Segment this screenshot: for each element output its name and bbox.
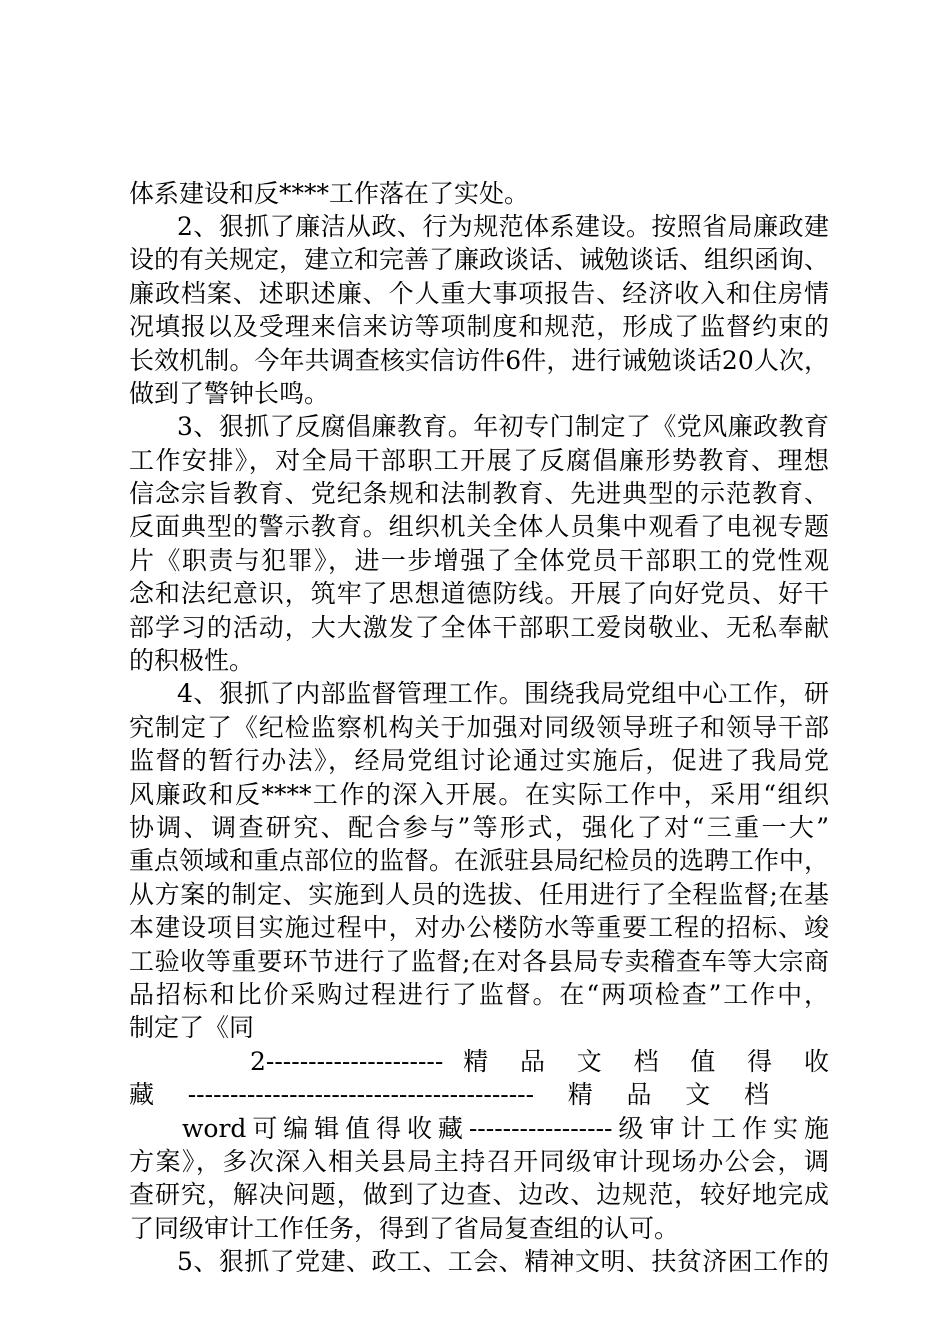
text-line: 设的有关规定，建立和完善了廉政谈话、诫勉谈话、组织函询、 [129,245,829,274]
text-line: 廉政档案、述职述廉、个人重大事项报告、经济收入和住房情 [129,279,829,308]
text-line: 片《职责与犯罪》，进一步增强了全体党员干部职工的党性观 [129,546,829,575]
text-line: 品招标和比价采购过程进行了监督。在“两项检查”工作中， [129,980,829,1009]
text-line: 长效机制。今年共调查核实信访件6件，进行诫勉谈话20人次， [129,346,829,375]
text-line: 方案》，多次深入相关县局主持召开同级审计现场办公会，调 [129,1147,829,1176]
text-line: 制定了《同 [129,1013,255,1042]
watermark-line-1: 2--------------------- 精 品 文 档 值 得 收 [250,1047,829,1076]
text-line: 本建设项目实施过程中，对办公楼防水等重要工程的招标、竣 [129,913,829,942]
text-line: 念和法纪意识，筑牢了思想道德防线。开展了向好党员、好干 [129,579,829,608]
text-line: 反面典型的警示教育。组织机关全体人员集中观看了电视专题 [129,512,829,541]
text-line: 况填报以及受理来信来访等项制度和规范，形成了监督约束的 [129,312,829,341]
paragraph-3-start: 3、狠抓了反腐倡廉教育。年初专门制定了《党风廉政教育 [177,412,829,441]
paragraph-4-start: 4、狠抓了内部监督管理工作。围绕我局党组中心工作，研 [177,679,829,708]
watermark-line-3: word可编辑值得收藏-----------------级审计工作实施 [182,1114,829,1143]
text-line: 监督的暂行办法》，经局党组讨论通过实施后，促进了我局党 [129,746,829,775]
text-line: 的积极性。 [129,646,255,675]
text-line: 体系建设和反****工作落在了实处。 [129,179,530,208]
text-line: 工验收等重要环节进行了监督;在对各县局专卖稽查车等大宗商 [129,947,829,976]
text-line: 风廉政和反****工作的深入开展。在实际工作中，采用“组织 [129,780,829,809]
text-line: 协调、调查研究、配合参与”等形式，强化了对“三重一大” [129,813,829,842]
text-line: 信念宗旨教育、党纪条规和法制教育、先进典型的示范教育、 [129,479,829,508]
text-line: 部学习的活动，大大激发了全体干部职工爱岗敬业、无私奉献 [129,613,829,642]
text-line: 究制定了《纪检监察机构关于加强对同级领导班子和领导干部 [129,713,829,742]
text-line: 做到了警钟长鸣。 [129,379,330,408]
paragraph-2-start: 2、狠抓了廉洁从政、行为规范体系建设。按照省局廉政建 [177,212,829,241]
paragraph-5-start: 5、狠抓了党建、政工、工会、精神文明、扶贫济困工作的 [177,1247,829,1276]
text-line: 重点领域和重点部位的监督。在派驻县局纪检员的选聘工作中， [129,846,829,875]
text-line: 了同级审计工作任务，得到了省局复查组的认可。 [129,1214,680,1243]
text-line: 查研究，解决问题，做到了边查、边改、边规范，较好地完成 [129,1180,829,1209]
watermark-line-2: 藏-----------------------------------------精品文档 [129,1080,769,1109]
text-line: 从方案的制定、实施到人员的选拔、任用进行了全程监督;在基 [129,880,829,909]
text-line: 工作安排》，对全局干部职工开展了反腐倡廉形势教育、理想 [129,446,829,475]
